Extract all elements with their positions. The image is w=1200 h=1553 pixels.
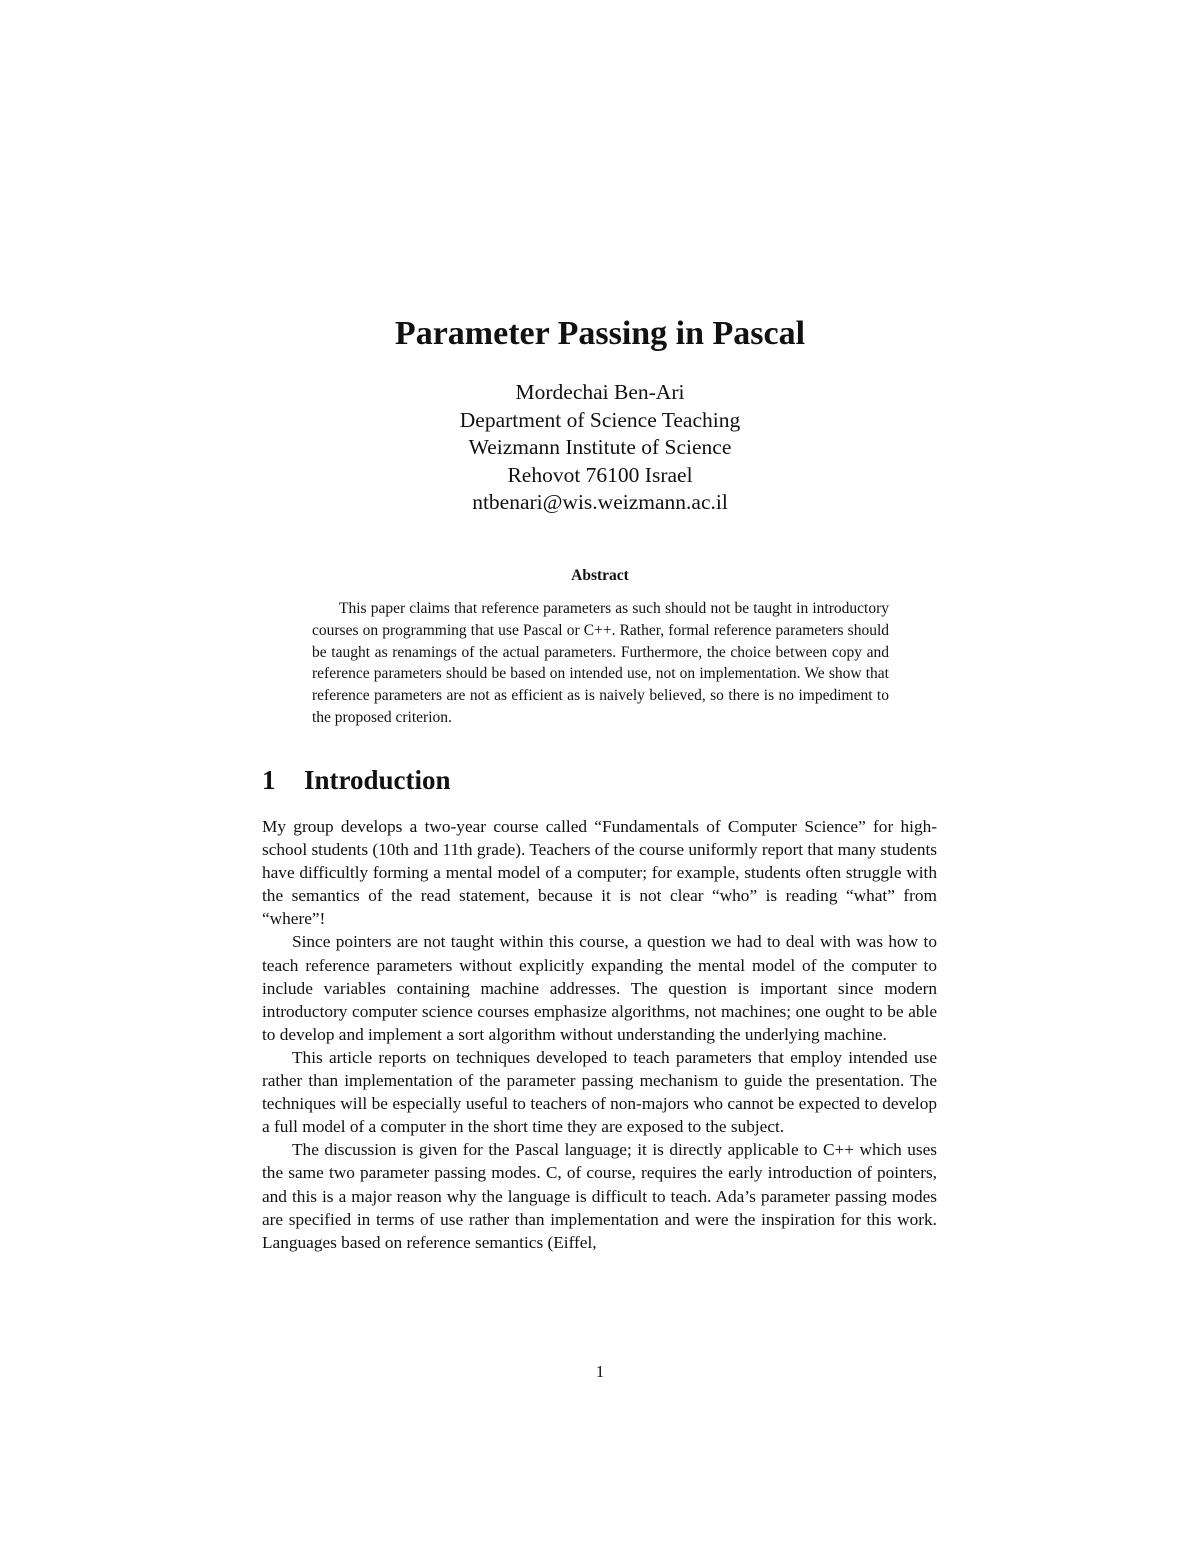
body-paragraph: Since pointers are not taught within this course, a question we had to deal with was how to teach reference parameters without explicitly expanding the mental model of the computer to include variables containing machine addresses. The question is important since modern introductory computer science courses emphasize algorithms, not machines; one ought to be able to develop and implement a sort algorithm without understanding the underlying machine.: [262, 932, 937, 1044]
body-paragraph: The discussion is given for the Pascal language; it is directly applicable to C++ which uses the same two parameter passing modes. C, of course, requires the early introduction of pointers, and this is a major reason why the language is difficult to teach. Ada’s parameter passing modes are specified in terms of use rather than implementation and were the inspiration for this work. Languages based on reference semantics (Eiffel,: [262, 1140, 937, 1252]
author-address: Rehovot 76100 Israel: [507, 462, 693, 487]
paper-title: Parameter Passing in Pascal: [394, 315, 806, 352]
body-paragraph: This article reports on techniques developed to teach parameters that employ intended use rather than implementation of the parameter passing mechanism to guide the presentation. The techniques will be especially useful to teachers of non-majors who cannot be expected to develop a full model of a computer in the short time they are exposed to the subject.: [262, 1047, 937, 1137]
section-number: 1: [262, 765, 276, 795]
author-name: Mordechai Ben-Ari: [515, 380, 685, 404]
body-paragraph: My group develops a two-year course called “Fundamentals of Computer Science” for high-school students (10th and 11th grade). Teachers of the course uniformly report that many students have difficultly forming a mental model of a computer; for example, students often struggle with the semantics of the read statement, because it is not clear “who” is reading “what” from “where”!: [262, 817, 937, 929]
author-institution: Weizmann Institute of Science: [468, 435, 732, 459]
section-body: [262, 815, 937, 1254]
author-email: ntbenari@wis.weizmann.ac.il: [472, 490, 728, 514]
abstract-text: This paper claims that reference parameters as such should not be taught in introductory courses on programming that use Pascal or C++. Rather, formal reference parameters should be taught as renamings of the actual parameters. Furthermore, the choice between copy and reference parameters should be based on intended use, not on implementation. We show that reference parameters are not as efficient as is naively believed, so there is no impediment to the proposed criterion.: [312, 600, 889, 726]
author-department: Department of Science Teaching: [459, 407, 741, 432]
page-number: 1: [595, 1362, 605, 1381]
author-block: [0, 379, 1200, 517]
section-title: Introduction: [304, 765, 451, 795]
abstract-heading: Abstract: [571, 567, 629, 584]
section-heading: [262, 762, 451, 798]
